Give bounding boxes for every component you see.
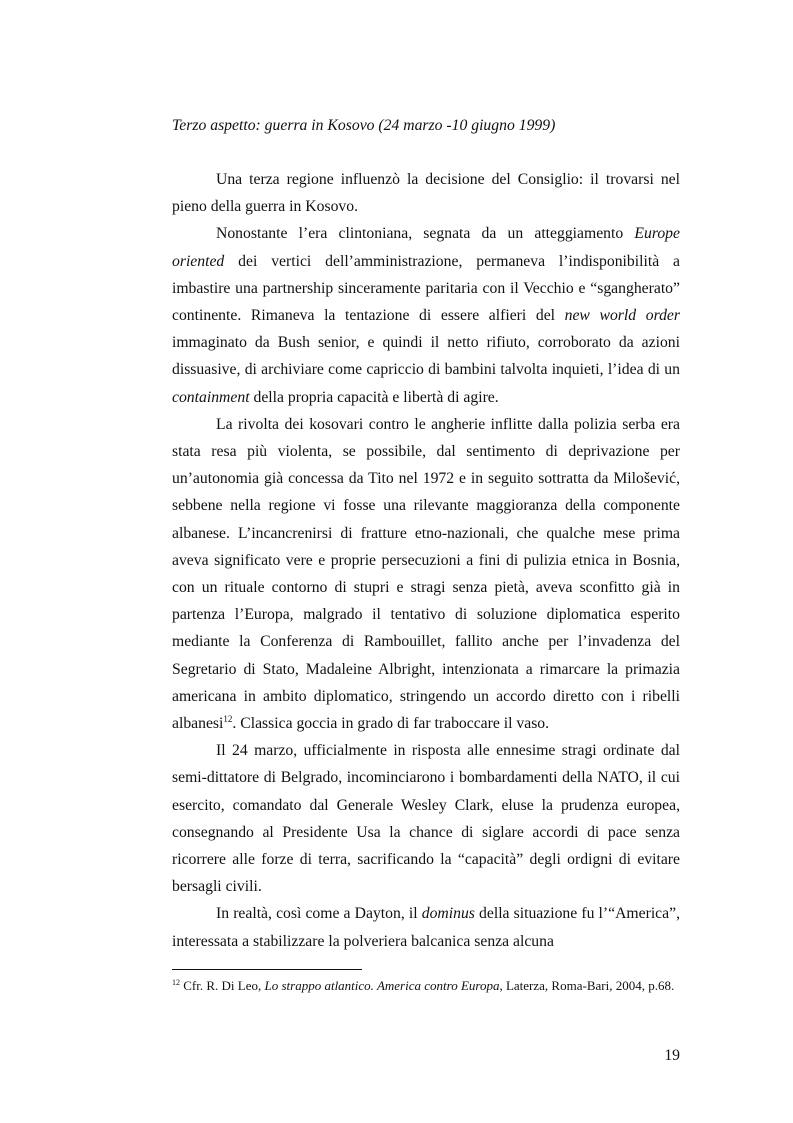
p2-text-2: dei vertici dell’amministrazione, permaneva l’indisponibilità a imbastire una partnership sinceramente paritaria con il Vecchio e “sgangherato” continente. Rimaneva la tentazione di essere alfieri del bbox=[172, 252, 680, 325]
footnote-text-2: , Laterza, Roma-Bari, 2004, p.68. bbox=[499, 978, 675, 993]
p2-italic-2: new world order bbox=[564, 307, 680, 325]
p2-text-1: Nonostante l’era clintoniana, segnata da un atteggiamento bbox=[216, 225, 635, 243]
p2-italic-3: containment bbox=[172, 388, 250, 406]
footnote-text-1: Cfr. R. Di Leo, bbox=[180, 978, 265, 993]
p3-text-2: . Classica goccia in grado di far traboccare il vaso. bbox=[232, 715, 550, 733]
footnote bbox=[172, 976, 680, 996]
footnote-separator bbox=[172, 969, 362, 970]
footnote-reference[interactable]: 12 bbox=[223, 714, 233, 725]
paragraph-3 bbox=[172, 411, 680, 737]
p2-italic-1: Europe oriented bbox=[172, 225, 680, 270]
p5-text-1: In realtà, così come a Dayton, il bbox=[216, 905, 422, 923]
p2-text-3: immaginato da Bush senior, e quindi il netto rifiuto, corroborato da azioni dissuasive, di archiviare come capriccio di bambini talvolta inquieti, l’idea di un bbox=[172, 334, 680, 379]
section-heading: Terzo aspetto: guerra in Kosovo (24 marzo -10 giugno 1999) bbox=[172, 117, 556, 134]
p5-text-2: della situazione fu l’“America”, interessata a stabilizzare la polveriera balcanica senza alcuna bbox=[172, 905, 680, 950]
paragraph-1: Una terza regione influenzò la decisione del Consiglio: il trovarsi nel pieno della guerra in Kosovo. bbox=[172, 171, 680, 216]
p3-text-1: La rivolta dei kosovari contro le angherie inflitte dalla polizia serba era stata resa più violenta, se possibile, dal sentimento di deprivazione per un’autonomia già concessa da Tito nel 1972 e in seguito sottratta da Milošević, sebbene nella regione vi fosse una rilevante maggioranza della componente albanese. L’incancrenirsi di fratture etno-nazionali, che qualche mese prima aveva significato vere e proprie persecuzioni a fini di pulizia etnica in Bosnia, con un rituale contorno di stupri e stragi senza pietà, aveva sconfitto già in partenza l’Europa, malgrado il tentativo di soluzione diplomatica esperito mediante la Conferenza di Rambouillet, fallito anche per l’invadenza del Segretario di Stato, Madaleine Albright, intenzionata a rimarcare la primazia americana in ambito diplomatico, stringendo un accordo diretto con i ribelli albanesi bbox=[172, 415, 680, 733]
paragraph-2 bbox=[172, 220, 680, 410]
footnote-number: 12 bbox=[172, 978, 180, 987]
p2-text-4: della propria capacità e libertà di agire. bbox=[249, 388, 499, 406]
footnote-title: Lo strappo atlantico. America contro Europa bbox=[264, 978, 500, 993]
paragraph-4: Il 24 marzo, ufficialmente in risposta alle ennesime stragi ordinate dal semi-dittatore di Belgrado, incominciarono i bombardamenti della NATO, il cui esercito, comandato dal Generale Wesley Clark, eluse la prudenza europea, consegnando al Presidente Usa la chance di siglare accordi di pace senza ricorrere alle forze di terra, sacrificando la “capacità” degli ordigni di evitare bersagli civili. bbox=[172, 742, 680, 896]
body-text bbox=[172, 166, 680, 955]
page-number: 19 bbox=[664, 1047, 680, 1064]
paragraph-5 bbox=[172, 900, 680, 954]
p5-italic-1: dominus bbox=[421, 905, 475, 923]
